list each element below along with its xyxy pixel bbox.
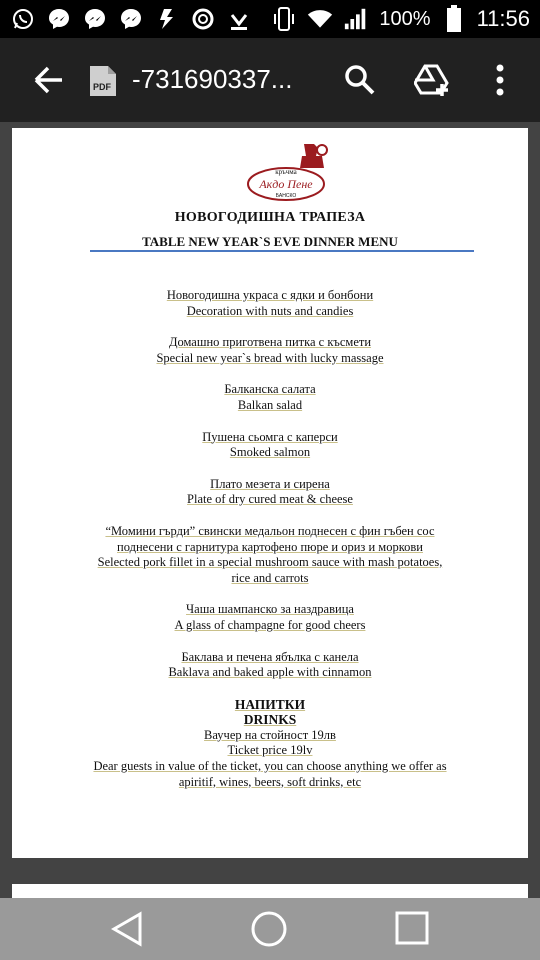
system-status: [271, 4, 530, 34]
nav-home-icon[interactable]: [250, 910, 288, 948]
menu-title-bg: НОВОГОДИШНА ТРАПЕЗА: [174, 210, 366, 225]
menu-item: [12, 288, 528, 319]
whatsapp-icon: [10, 6, 36, 32]
item-bg: Пушена сьомга с каперси: [202, 429, 338, 444]
item-en: Plate of dry cured meat & cheese: [187, 492, 353, 507]
item-bg: Домашно приготвена питка с късмети: [168, 335, 372, 350]
item-bg: поднесени с гарнитура картофено пюре и ориз и моркови: [117, 539, 423, 554]
drinks-note: apiritif, wines, beers, soft drinks, etc: [178, 774, 362, 789]
app-notification-icon: [154, 6, 180, 32]
item-bg: Чаша шампанско за наздравица: [186, 602, 354, 617]
clock: 11:56: [476, 6, 530, 31]
item-en: Baklava and baked apple with cinnamon: [168, 665, 372, 680]
menu-title-en: TABLE NEW YEAR`S EVE DINNER MENU: [142, 234, 398, 249]
logo-line-3: БАНСКО: [275, 193, 297, 199]
item-bg: “Момини гърди” свински медальон поднесен с фин гъбен сос: [105, 523, 435, 538]
document-viewer[interactable]: [0, 122, 540, 898]
menu-items: [12, 288, 528, 806]
item-bg: Баклава и печена ябълка с канела: [181, 649, 359, 664]
item-en: Smoked salmon: [229, 445, 311, 460]
item-bg: Балканска салата: [224, 382, 316, 397]
drive-add-icon[interactable]: [414, 64, 452, 98]
menu-item: [12, 477, 528, 508]
status-bar: [0, 0, 540, 38]
logo-line-2: Акдо Пене: [259, 177, 313, 191]
vibrate-icon: [271, 6, 297, 32]
download-icon: [226, 6, 252, 32]
search-icon[interactable]: [342, 62, 378, 98]
menu-item: [12, 650, 528, 681]
wifi-icon: [307, 6, 333, 32]
messenger-icon: [46, 6, 72, 32]
notification-icons: [10, 6, 252, 32]
item-en: Decoration with nuts and candies: [186, 303, 354, 318]
system-nav-bar: [0, 898, 540, 960]
item-en: Balkan salad: [237, 397, 303, 412]
ticket-price: Ticket price 19lv: [227, 743, 313, 758]
document-title: -731690337...: [132, 64, 293, 94]
item-en: Selected pork fillet in a special mushroom sauce with mash potatoes,: [97, 555, 443, 570]
drinks-heading-bg: НАПИТКИ: [234, 696, 306, 712]
item-bg: Новогодишна украса с ядки и бонбони: [166, 288, 374, 302]
restaurant-logo: [238, 138, 334, 208]
item-en: A glass of champagne for good cheers: [174, 617, 366, 632]
messenger-icon: [118, 6, 144, 32]
pdf-label: PDF: [93, 82, 111, 92]
nav-recents-icon[interactable]: [394, 910, 430, 946]
title-divider: [90, 250, 474, 252]
voucher-text: Ваучер на стойност 19лв: [204, 727, 336, 742]
drinks-section: [12, 697, 528, 791]
item-en: Special new year`s bread with lucky massage: [156, 350, 384, 365]
menu-item: [12, 430, 528, 461]
messenger-icon: [82, 6, 108, 32]
logo-line-1: кръчма: [275, 168, 297, 176]
drinks-heading-en: DRINKS: [243, 712, 297, 728]
nav-back-icon[interactable]: [110, 910, 144, 948]
menu-item: [12, 524, 528, 586]
signal-icon: [343, 6, 369, 32]
more-vert-icon[interactable]: [490, 60, 510, 100]
item-bg: Плато мезета и сирена: [210, 476, 330, 491]
menu-item: [12, 382, 528, 413]
item-en: rice and carrots: [231, 570, 309, 585]
menu-item: [12, 335, 528, 366]
menu-item: [12, 602, 528, 633]
pdf-page: [12, 128, 528, 858]
battery-icon: [441, 6, 467, 32]
app-toolbar: [0, 38, 540, 122]
drinks-note: Dear guests in value of the ticket, you can choose anything we offer as: [93, 759, 447, 774]
pdf-icon: [88, 64, 118, 98]
lifebuoy-icon: [190, 6, 216, 32]
back-arrow-icon[interactable]: [28, 62, 68, 98]
battery-percent: 100%: [379, 7, 431, 30]
